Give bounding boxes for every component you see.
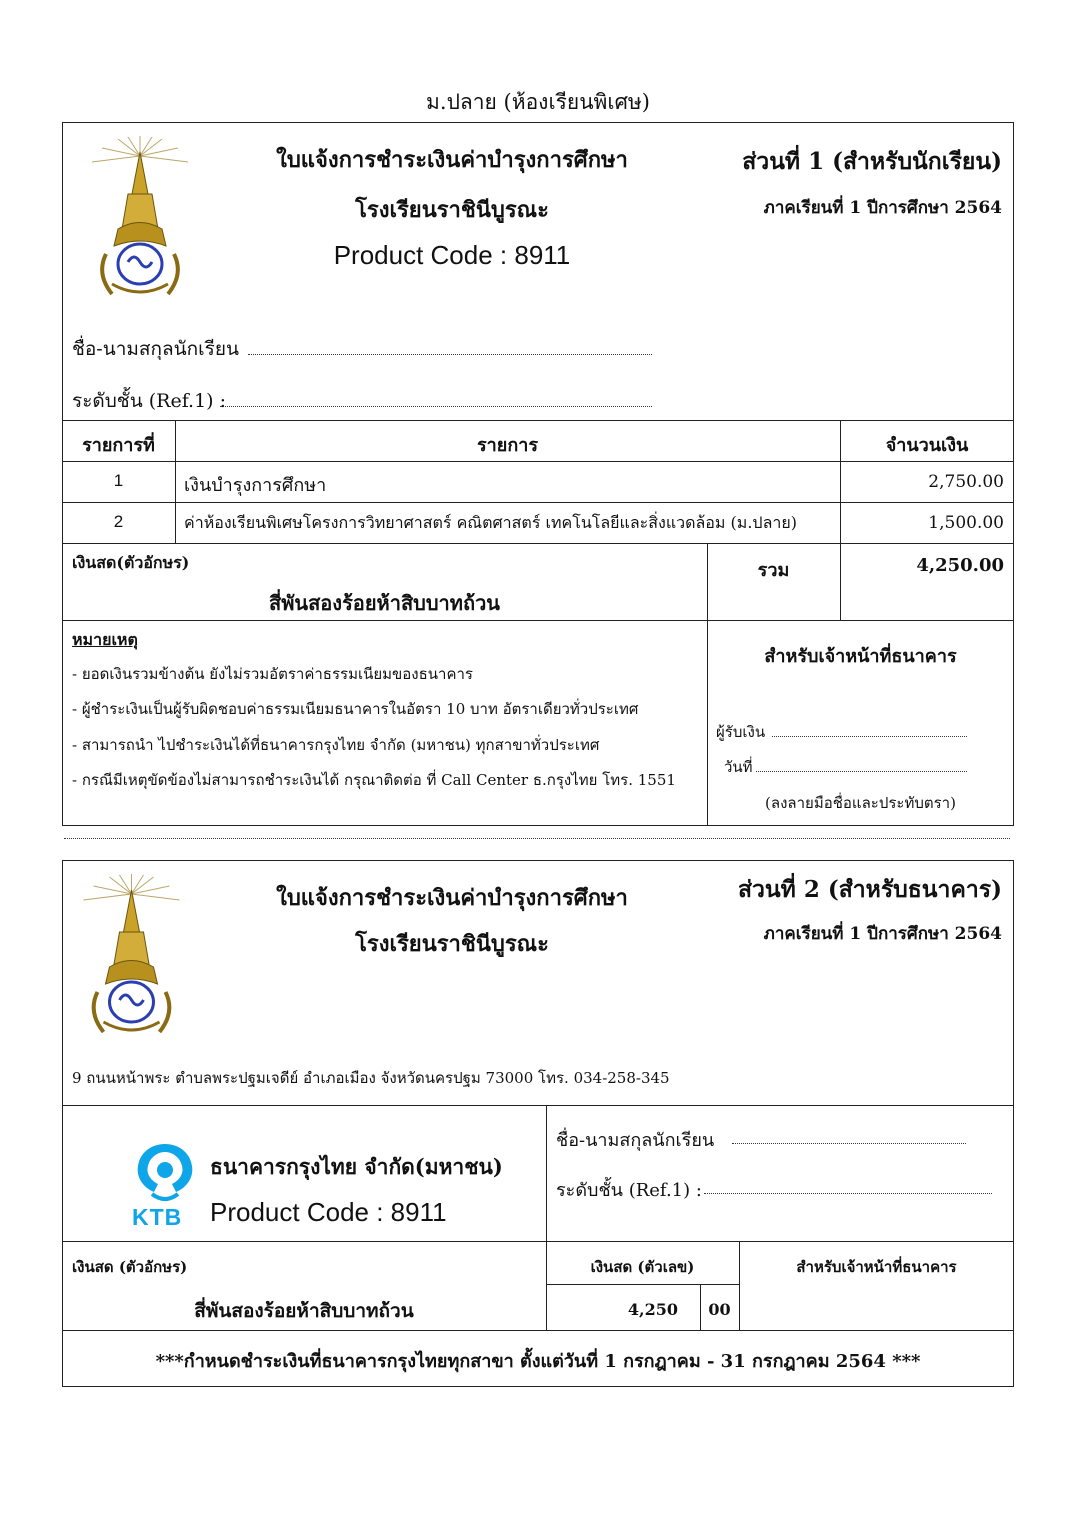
cash-words-label: เงินสด(ตัวอักษร) [72,553,190,572]
row1-amount: 2,750.00 [928,472,1004,492]
row2-amount: 1,500.00 [928,513,1004,533]
cash-satang: 00 [708,1300,731,1319]
part2-title: ใบแจ้งการชำระเงินค่าบำรุงการศึกษา [276,885,628,911]
part2-ref1-label: ระดับชั้น (Ref.1) : [556,1180,702,1201]
part1-school: โรงเรียนราชินีบูรณะ [355,197,549,223]
cash-words: สี่พันสองร้อยห้าสิบบาทถ้วน [269,591,500,615]
bank-name: ธนาคารกรุงไทย จำกัด(มหาชน) [210,1154,503,1179]
receiver-field[interactable] [772,736,967,737]
part1-title: ใบแจ้งการชำระเงินค่าบำรุงการศึกษา [276,147,628,173]
note-2: - ผู้ชำระเงินเป็นผู้รับผิดชอบค่าธรรมเนียมธนาคารในอัตรา 10 บาท อัตราเดียวทั่วประเทศ [72,700,639,718]
part1-label: ส่วนที่ 1 (สำหรับนักเรียน) [742,148,1002,175]
part2-ref1-field[interactable] [704,1193,992,1194]
page-header: ม.ปลาย (ห้องเรียนพิเศษ) [426,90,650,114]
cut-line [64,838,1010,839]
payment-deadline: ***กำหนดชำระเงินที่ธนาคารกรุงไทยทุกสาขา ตั้งแต่วันที่ 1 กรกฎาคม - 31 กรกฎาคม 2564 *** [155,1351,921,1372]
part2-semester: ภาคเรียนที่ 1 ปีการศึกษา 2564 [763,924,1002,944]
row2-no: 2 [113,512,124,531]
part1-semester: ภาคเรียนที่ 1 ปีการศึกษา 2564 [763,198,1002,218]
total-amount: 4,250.00 [916,555,1004,576]
total-label: รวม [757,560,790,581]
bank-staff-title-1: สำหรับเจ้าหน้าที่ธนาคาร [764,646,957,667]
ktb-text: KTB [132,1204,183,1230]
part2-product-code: Product Code : 8911 [210,1197,447,1227]
note-4: - กรณีมีเหตุขัดข้องไม่สามารถชำระเงินได้ กรุณาติดต่อ ที่ Call Center ธ.กรุงไทย โทร. 1551 [72,771,676,789]
sign-note: (ลงลายมือชื่อและประทับตรา) [765,794,956,812]
part2-name-label: ชื่อ-นามสกุลนักเรียน [556,1130,715,1151]
col-header-amount: จำนวนเงิน [885,435,969,456]
notes-title: หมายเหตุ [72,630,138,649]
part2-bank-staff-title: สำหรับเจ้าหน้าที่ธนาคาร [796,1258,957,1276]
part2-name-field[interactable] [732,1143,966,1144]
row1-no: 1 [113,471,124,490]
part2-cash-words: สี่พันสองร้อยห้าสิบบาทถ้วน [194,1300,414,1322]
date-label: วันที่ [724,758,753,776]
school-crest-icon [88,134,193,306]
part1-product-code: Product Code : 8911 [333,240,571,270]
cash-number-label: เงินสด (ตัวเลข) [590,1258,695,1276]
ref1-field[interactable] [220,406,652,407]
part2-school: โรงเรียนราชินีบูรณะ [355,931,549,957]
row1-item: เงินบำรุงการศึกษา [184,475,327,496]
receiver-label: ผู้รับเงิน [716,723,766,741]
school-crest-icon [76,872,188,1044]
date-field[interactable] [756,771,967,772]
note-3: - สามารถนำ ไปชำระเงินได้ที่ธนาคารกรุงไทย จำกัด (มหาชน) ทุกสาขาทั่วประเทศ [72,736,600,754]
col-header-no: รายการที่ [82,435,155,456]
part2-label: ส่วนที่ 2 (สำหรับธนาคาร) [737,876,1002,903]
student-name-field[interactable] [248,354,652,355]
note-1: - ยอดเงินรวมข้างต้น ยังไม่รวมอัตราค่าธรรมเนียมของธนาคาร [72,665,473,683]
student-name-label: ชื่อ-นามสกุลนักเรียน [72,338,239,360]
ktb-logo-icon [130,1140,200,1206]
school-address: 9 ถนนหน้าพระ ตำบลพระปฐมเจดีย์ อำเภอเมือง จังหวัดนครปฐม 73000 โทร. 034-258-345 [72,1069,670,1087]
part2-cash-words-label: เงินสด (ตัวอักษร) [72,1258,188,1276]
cash-baht: 4,250 [627,1300,678,1319]
row2-item: ค่าห้องเรียนพิเศษโครงการวิทยาศาสตร์ คณิตศาสตร์ เทคโนโลยีและสิ่งแวดล้อม (ม.ปลาย) [184,513,797,532]
col-header-item: รายการ [477,435,538,456]
ref1-label: ระดับชั้น (Ref.1) : [72,390,227,412]
